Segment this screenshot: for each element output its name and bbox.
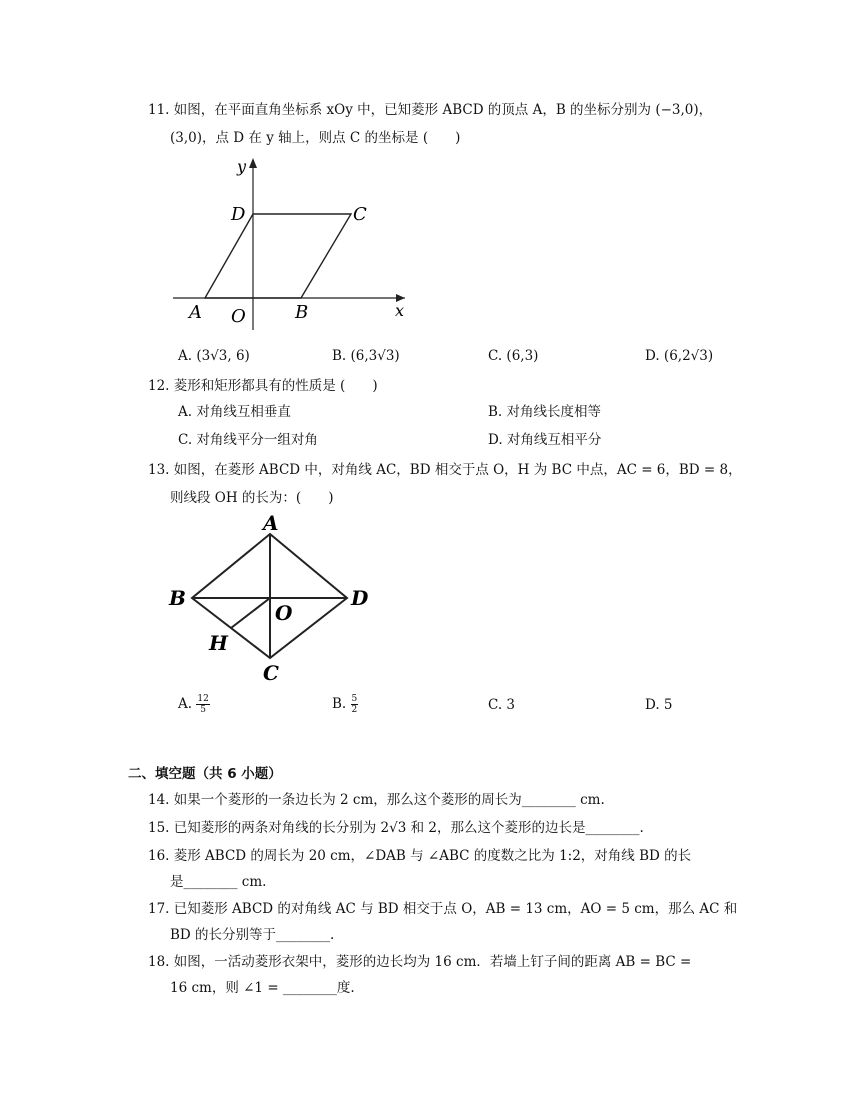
q11-stem-line2: (3,0)，点 D 在 y 轴上，则点 C 的坐标是 ( ) — [170, 130, 461, 146]
label-H: H — [209, 631, 228, 655]
q11-figure — [165, 152, 425, 337]
q13-option-b: B. $\frac{5}{2}$ — [332, 694, 358, 715]
q18-line2: 16 cm，则 ∠1 = ________度. — [170, 980, 355, 996]
label-O: O — [231, 306, 246, 327]
q15-text: 15. 已知菱形的两条对角线的长分别为 2√3 和 2，那么这个菱形的边长是________. — [148, 820, 644, 836]
q12-option-b: B. 对角线长度相等 — [488, 404, 602, 420]
q16-line2: 是________ cm. — [170, 874, 267, 890]
label-B: B — [295, 302, 309, 323]
rhombus-abcd — [205, 214, 351, 298]
q12-stem: 12. 菱形和矩形都具有的性质是 ( ) — [148, 378, 378, 394]
q12-option-a: A. 对角线互相垂直 — [178, 404, 291, 420]
q13-option-d: D. 5 — [645, 697, 673, 713]
label-D: D — [231, 204, 246, 225]
label-O: O — [275, 601, 293, 625]
label-C: C — [263, 661, 279, 685]
q18-line1: 18. 如图，一活动菱形衣架中，菱形的边长均为 16 cm．若墙上钉子间的距离 AB = BC = — [148, 954, 692, 970]
fraction-12-5: $\frac{12}{5}$ — [197, 694, 209, 715]
label-x: x — [395, 301, 405, 320]
y-axis-arrow — [249, 158, 257, 168]
label-A: A — [263, 512, 279, 535]
q11-option-a: A. (3√3, 6) — [178, 348, 250, 364]
label-A: A — [189, 302, 202, 323]
q14-text: 14. 如果一个菱形的一条边长为 2 cm，那么这个菱形的周长为________ cm. — [148, 792, 605, 808]
q12-option-c: C. 对角线平分一组对角 — [178, 432, 318, 448]
label-D: D — [351, 586, 369, 610]
q13-stem-line1: 13. 如图，在菱形 ABCD 中，对角线 AC，BD 相交于点 O，H 为 BC 中点，AC = 6，BD = 8， — [148, 462, 742, 478]
q11-option-b: B. (6,3√3) — [332, 348, 400, 364]
label-C: C — [353, 204, 367, 225]
q13-figure — [165, 512, 380, 687]
q13-option-c: C. 3 — [488, 697, 516, 713]
segment-oh — [231, 598, 270, 628]
q17-line1: 17. 已知菱形 ABCD 的对角线 AC 与 BD 相交于点 O，AB = 13 cm，AO = 5 cm，那么 AC 和 — [148, 901, 738, 917]
q11-option-d: D. (6,2√3) — [645, 348, 714, 364]
q11-option-c: C. (6,3) — [488, 348, 539, 364]
q16-line1: 16. 菱形 ABCD 的周长为 20 cm，∠DAB 与 ∠ABC 的度数之比为 1:2，对角线 BD 的长 — [148, 848, 692, 864]
q13-option-a: A. $\frac{12}{5}$ — [178, 694, 209, 715]
section-title: 二、填空题（共 6 小题） — [128, 766, 282, 782]
q12-option-d: D. 对角线互相平分 — [488, 432, 602, 448]
q17-line2: BD 的长分别等于________. — [170, 927, 335, 943]
label-B: B — [169, 586, 186, 610]
q13-stem-line2: 则线段 OH 的长为：( ) — [170, 490, 334, 506]
q11-stem-line1: 11. 如图，在平面直角坐标系 xOy 中，已知菱形 ABCD 的顶点 A，B 的坐标分别为 (−3,0)， — [148, 102, 713, 118]
label-y: y — [237, 157, 247, 176]
fraction-5-2: $\frac{5}{2}$ — [351, 694, 358, 715]
